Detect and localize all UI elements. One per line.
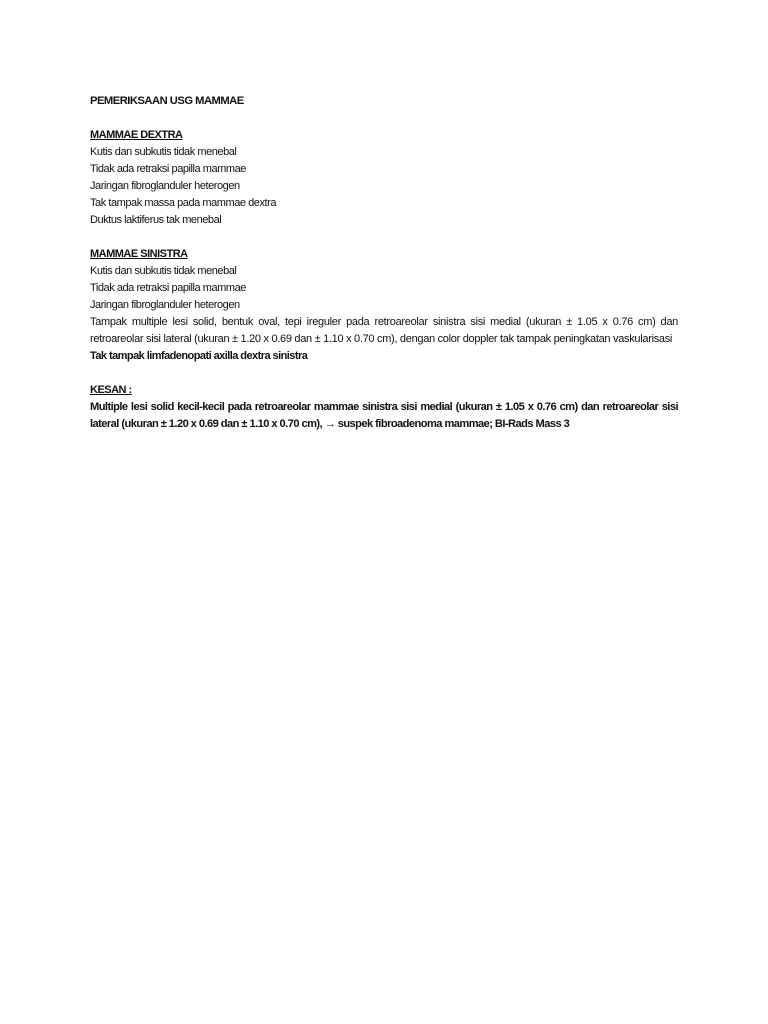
dextra-line: Kutis dan subkutis tidak menebal <box>90 146 237 158</box>
sinistra-line: Jaringan fibroglanduler heterogen <box>90 299 240 311</box>
dextra-line: Tak tampak massa pada mammae dextra <box>90 197 277 209</box>
report-content <box>90 93 678 450</box>
section-mammae-sinistra <box>90 246 678 365</box>
dextra-line: Duktus laktiferus tak menebal <box>90 214 222 226</box>
sinistra-finding: Tampak multiple lesi solid, bentuk oval, tepi ireguler pada retroareolar sinistra sisi medial (ukuran ± 1.05 x 0.76 cm) dan retroareolar sisi lateral (ukuran ± 1.20 x 0.69 dan ± 1.10 x 0.70 cm), dengan color doppler tak tampak peningkatan vaskularisasi <box>90 316 678 345</box>
section-kesan <box>90 382 678 433</box>
kesan-heading: KESAN : <box>90 384 132 396</box>
section-mammae-dextra <box>90 127 678 229</box>
sinistra-heading: MAMMAE SINISTRA <box>90 248 188 260</box>
dextra-line: Jaringan fibroglanduler heterogen <box>90 180 240 192</box>
dextra-line: Tidak ada retraksi papilla mammae <box>90 163 246 175</box>
dextra-heading: MAMMAE DEXTRA <box>90 129 183 141</box>
sinistra-lymph-note: Tak tampak limfadenopati axilla dextra sinistra <box>90 350 308 362</box>
sinistra-line: Tidak ada retraksi papilla mammae <box>90 282 246 294</box>
report-title: PEMERIKSAAN USG MAMMAE <box>90 95 244 107</box>
kesan-text: Multiple lesi solid kecil-kecil pada retroareolar mammae sinistra sisi medial (ukuran ± 1.05 x 0.76 cm) dan retroareolar sisi lateral (ukuran ± 1.20 x 0.69 dan ± 1.10 x 0.70 cm), → suspek fibroadenoma mammae; BI-Rads Mass 3 <box>90 401 678 430</box>
sinistra-line: Kutis dan subkutis tidak menebal <box>90 265 237 277</box>
